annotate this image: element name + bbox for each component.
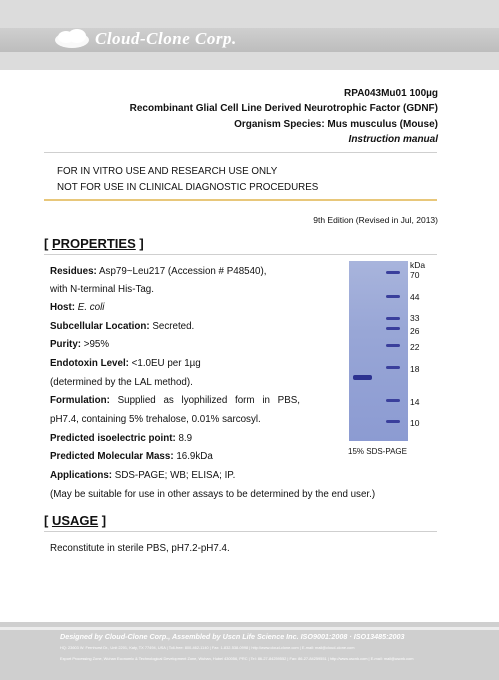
marker-label-18: 18 — [410, 364, 420, 374]
marker-band — [386, 366, 400, 369]
marker-band — [386, 420, 400, 423]
marker-band — [386, 327, 400, 330]
company-logo — [52, 28, 92, 50]
formulation-line-2: pH7.4, containing 5% trehalose, 0.01% sarcosyl. — [50, 414, 261, 425]
footer-export-address: Export Processing Zone, Wuhan Economic & Technological Development Zone, Wuhan, Hubei 430056, PRC | Tel: 86-27-84259552 | Fax: 86-27-84259551 | http://www.uscnk.com | E-mail: mail@uscnk.com — [60, 656, 414, 661]
marker-label-14: 14 — [410, 397, 420, 407]
applications-line: Applications: SDS-PAGE; WB; ELISA; IP. — [50, 470, 236, 481]
marker-band — [386, 399, 400, 402]
sds-page-gel-image — [349, 261, 408, 441]
document-type: Instruction manual — [348, 134, 438, 145]
marker-label-22: 22 — [410, 342, 420, 352]
marker-band — [386, 344, 400, 347]
divider — [44, 254, 437, 255]
endotoxin-line-2: (determined by the LAL method). — [50, 377, 193, 388]
product-code: RPA043Mu01 100µg — [344, 88, 438, 99]
marker-band — [386, 271, 400, 274]
divider — [44, 199, 437, 201]
residues-line: Residues: Asp79~Leu217 (Accession # P48540), — [50, 266, 267, 277]
usage-heading: [ USAGE ] — [44, 513, 107, 528]
marker-band — [386, 295, 400, 298]
divider — [44, 531, 437, 532]
marker-label-26: 26 — [410, 326, 420, 336]
marker-band — [386, 317, 400, 320]
marker-label-44: 44 — [410, 292, 420, 302]
edition: 9th Edition (Revised in Jul, 2013) — [313, 215, 438, 225]
molecular-mass-line: Predicted Molecular Mass: 16.9kDa — [50, 451, 213, 462]
formulation-line: Formulation: Supplied as lyophilized form in PBS, — [50, 395, 300, 406]
company-name: Cloud-Clone Corp. — [95, 29, 237, 48]
endotoxin-line: Endotoxin Level: <1.0EU per 1µg — [50, 358, 201, 369]
host-line: Host: E. coli — [50, 302, 105, 313]
sample-band — [353, 375, 372, 380]
marker-label-70: 70 — [410, 270, 420, 280]
page-footer — [0, 622, 499, 680]
footer-hq-address: HQ: 23603 W. Fernhurst Dr., Unit 2201, Katy, TX 77494, USA | Toll-free: 800-462-1140 | Fax: 1-832-538-0998 | http://www.cloud-clone.com | E-mail: mail@cloud-clone.com — [60, 645, 355, 650]
subcellular-line: Subcellular Location: Secreted. — [50, 321, 195, 332]
clinical-notice: NOT FOR USE IN CLINICAL DIAGNOSTIC PROCEDURES — [57, 182, 319, 193]
marker-label-10: 10 — [410, 418, 420, 428]
residues-line-2: with N-terminal His-Tag. — [50, 284, 154, 295]
organism-species: Organism Species: Mus musculus (Mouse) — [234, 119, 438, 130]
usage-text: Reconstitute in sterile PBS, pH7.2-pH7.4. — [50, 543, 230, 554]
footer-divider — [0, 627, 499, 630]
divider — [44, 152, 437, 153]
gel-caption: 15% SDS-PAGE — [348, 447, 407, 456]
isoelectric-line: Predicted isoelectric point: 8.9 — [50, 433, 193, 444]
purity-line: Purity: >95% — [50, 339, 110, 350]
footer-credits: Designed by Cloud-Clone Corp., Assembled by Uscn Life Science Inc. ISO9001:2008 · ISO13485:2003 — [60, 632, 405, 641]
properties-heading: [ PROPERTIES ] — [44, 236, 144, 251]
product-name: Recombinant Glial Cell Line Derived Neurotrophic Factor (GDNF) — [129, 103, 438, 114]
gel-unit-label: kDa — [410, 260, 426, 270]
research-use-notice: FOR IN VITRO USE AND RESEARCH USE ONLY — [57, 166, 278, 177]
marker-label-33: 33 — [410, 313, 420, 323]
suitability-note: (May be suitable for use in other assays to be determined by the end user.) — [50, 489, 376, 500]
